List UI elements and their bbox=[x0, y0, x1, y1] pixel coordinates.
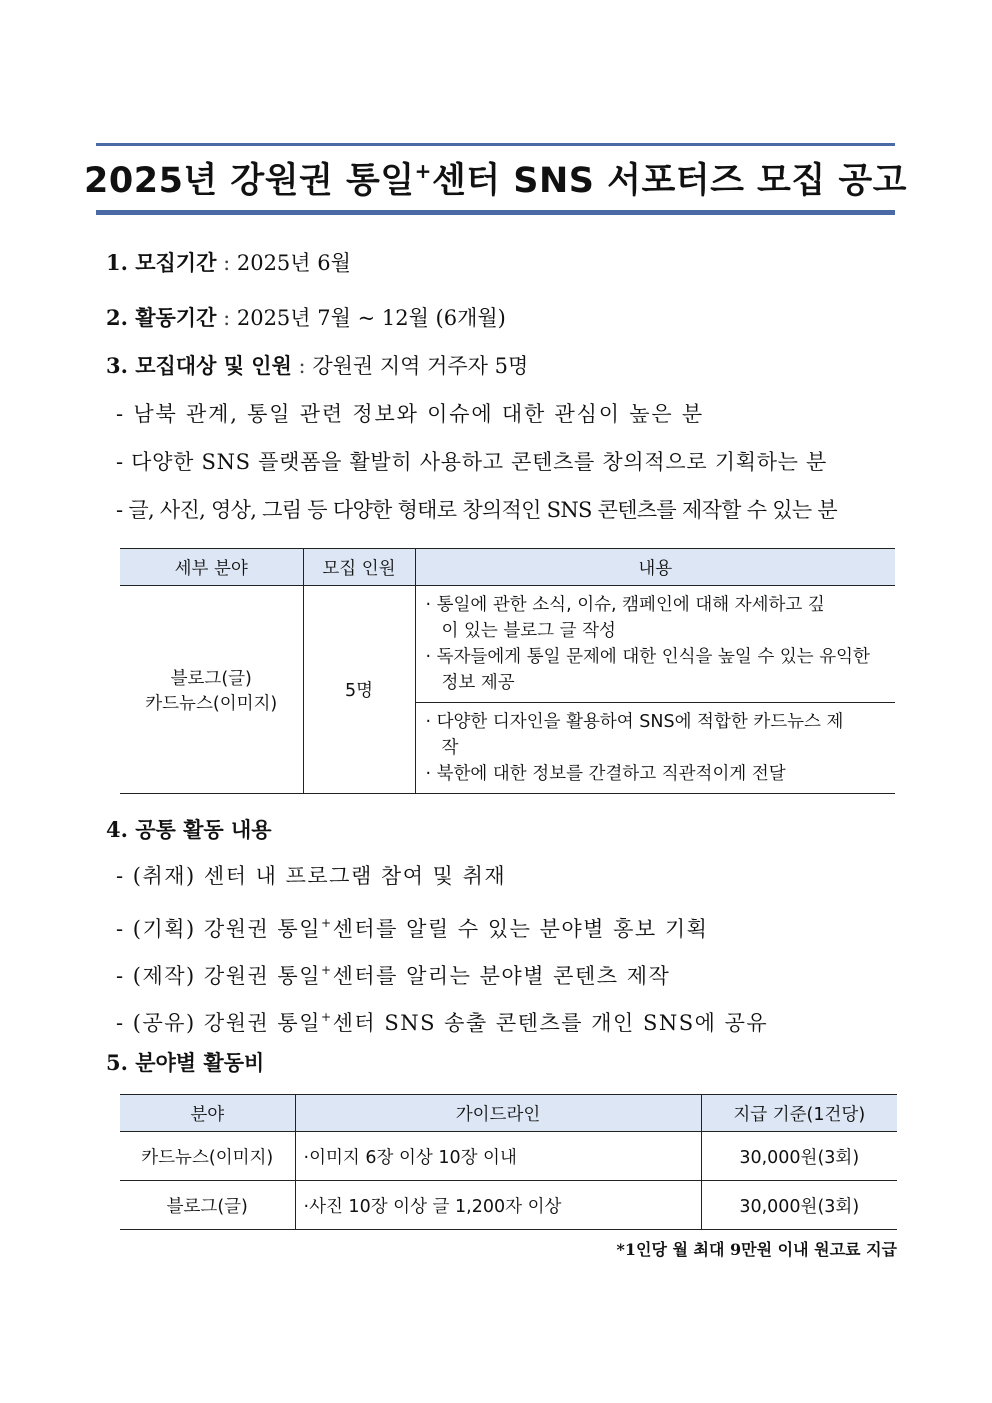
fee-table bbox=[120, 1094, 897, 1230]
fee-amount: 30,000원(3회) bbox=[701, 1181, 897, 1230]
fee-field: 블로그(글) bbox=[120, 1181, 295, 1230]
content-item: · 북한에 대한 정보를 간결하고 직관적이게 전달 bbox=[425, 764, 786, 784]
table-header: 분야 bbox=[120, 1095, 295, 1132]
activity-bullet: - (기획) 강원권 통일+센터를 알릴 수 있는 분야별 홍보 기획 bbox=[116, 916, 709, 941]
table-header-row bbox=[120, 1095, 897, 1132]
count-cell: 5명 bbox=[303, 586, 415, 794]
activity-bullet: - (공유) 강원권 통일+센터 SNS 송출 콘텐츠를 개인 SNS에 공유 bbox=[116, 1010, 769, 1035]
section-recruit-target: 3. 모집대상 및 인원 : 강원권 지역 거주자 5명 bbox=[106, 353, 529, 378]
table-header: 세부 분야 bbox=[120, 549, 303, 586]
section-recruit-period: 1. 모집기간 : 2025년 6월 bbox=[106, 250, 351, 275]
table-row bbox=[120, 1132, 897, 1181]
fee-guideline: ·이미지 6장 이상 10장 이내 bbox=[295, 1132, 701, 1181]
field-cell bbox=[120, 586, 303, 794]
content-item: · 다양한 디자인을 활용하여 SNS에 적합한 카드뉴스 제작 bbox=[425, 712, 844, 758]
content-cell-cardnews bbox=[415, 703, 895, 794]
field-blog: 블로그(글) bbox=[170, 668, 252, 689]
section-activity-fee: 5. 분야별 활동비 bbox=[106, 1050, 265, 1075]
content-cell-blog bbox=[415, 586, 895, 703]
table-row bbox=[120, 586, 895, 703]
table-row bbox=[120, 1181, 897, 1230]
table-header-row bbox=[120, 549, 895, 586]
target-bullet: - 남북 관계, 통일 관련 정보와 이슈에 대한 관심이 높은 분 bbox=[116, 402, 705, 426]
footnote: *1인당 월 최대 9만원 이내 원고료 지급 bbox=[616, 1240, 897, 1259]
target-bullet: - 글, 사진, 영상, 그림 등 다양한 형태로 창의적인 SNS 콘텐츠를 제작할 수 있는 분 bbox=[116, 498, 838, 522]
page-title: 2025년 강원권 통일+센터 SNS 서포터즈 모집 공고 bbox=[84, 159, 907, 201]
activity-bullet: - (제작) 강원권 통일+센터를 알리는 분야별 콘텐츠 제작 bbox=[116, 963, 671, 988]
table-header: 모집 인원 bbox=[303, 549, 415, 586]
target-bullet: - 다양한 SNS 플랫폼을 활발히 사용하고 콘텐츠를 창의적으로 기획하는 분 bbox=[116, 450, 828, 474]
table-header: 지급 기준(1건당) bbox=[701, 1095, 897, 1132]
content-item: · 독자들에게 통일 문제에 대한 인식을 높일 수 있는 유익한 정보 제공 bbox=[425, 647, 870, 693]
table-header: 내용 bbox=[415, 549, 895, 586]
content-item: · 통일에 관한 소식, 이슈, 캠페인에 대해 자세하고 깊이 있는 블로그 글 작성 bbox=[425, 595, 825, 641]
section-common-activities: 4. 공통 활동 내용 bbox=[106, 817, 272, 842]
activity-bullet: - (취재) 센터 내 프로그램 참여 및 취재 bbox=[116, 864, 507, 888]
table-header: 가이드라인 bbox=[295, 1095, 701, 1132]
fee-guideline: ·사진 10장 이상 글 1,200자 이상 bbox=[295, 1181, 701, 1230]
title-box bbox=[84, 143, 907, 215]
fee-amount: 30,000원(3회) bbox=[701, 1132, 897, 1181]
recruit-table bbox=[120, 548, 895, 794]
field-cardnews: 카드뉴스(이미지) bbox=[145, 693, 278, 714]
section-activity-period: 2. 활동기간 : 2025년 7월 ~ 12월 (6개월) bbox=[106, 305, 506, 330]
fee-field: 카드뉴스(이미지) bbox=[120, 1132, 295, 1181]
